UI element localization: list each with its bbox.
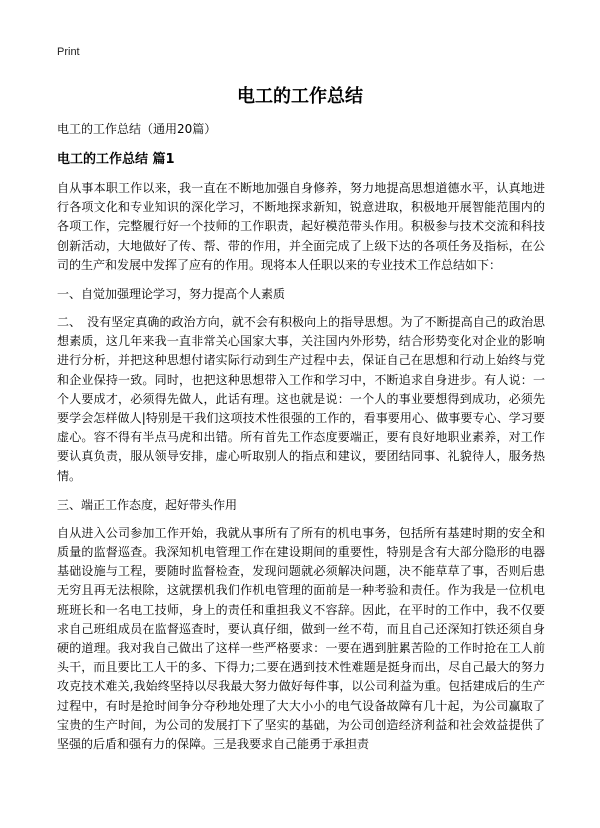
print-label: Print	[57, 46, 80, 58]
document-subtitle: 电工的工作总结（通用20篇）	[57, 122, 217, 136]
paragraph-work-experience: 自从进入公司参加工作开始，我就从事所有了所有的机电事务，包括所有基建时期的安全和质量的监督巡查。我深知机电管理工作在建设期间的重要性，特别是含有大部分隐形的电器基础设施与工程，要随时监督检查，发现问题就必须解决问题，决不能草草了事，否则后患无穷且再无法根除，这就摆机我们作机电管理的面前是一种考验和责任。作为我是一位机电班班长和一名电工技师，身上的责任和重担我义不容辞。因此，在平时的工作中，我不仅要求自己班组成员在监督巡查时，要认真仔细，做到一丝不苟，而且自己还深知打铁还须自身硬的道理。我对我自己做出了这样一些严格要求：一要在遇到脏累苦险的工作时抢在工人前头干，而且要比工人干的多、下得力;二要在遇到技术性难题是挺身而出，尽自己最大的努力攻克技术难关,我始终坚持以尽我最大努力做好每件事，以公司利益为重。包括建成后的生产过程中，有时是抢时间争分夺秒地处理了大大小小的电气设备故障有几十起，为公司赢取了宝贵的生产时间，为公司的发展打下了坚实的基础，为公司创造经济利益和社会效益提供了坚强的后盾和强有力的保障。三是我要求自己能勇于承担责	[57, 525, 545, 752]
paragraph-intro: 自从事本职工作以来，我一直在不断地加强自身修养，努力地提高思想道德水平，认真地进行各项文化和专业知识的深化学习，不断地探求新知，锐意进取，积极地开展智能范围内的各项工作，完整履行好一个技师的工作职责，起好模范带头作用。积极参与技术交流和科技创新活动，大地做好了传、帮、带的作用，并全面完成了上级下达的各项任务及指标，在公司的生产和发展中发挥了应有的作用。现将本人任职以来的专业技术工作总结如下：	[57, 181, 545, 272]
document-title: 电工的工作总结	[237, 86, 363, 107]
heading-work-attitude: 三、端正工作态度，起好带头作用	[57, 497, 238, 512]
heading-theory-study: 一、自觉加强理论学习，努力提高个人素质	[57, 287, 286, 302]
document-body	[57, 121, 545, 764]
paragraph-political-direction: 二、 没有坚定真确的政治方向，就不会有积极向上的指导思想。为了不断提高自己的政治思想素质，这几年来我一直非常关心国家大事，关注国内外形势，结合形势变化对企业的影响进行分析，并把这种思想付诸实际行动到生产过程中去，保证自己在思想和行动上始终与党和企业保持一致。同时，也把这种思想带入工作和学习中，不断追求自身进步。有人说：一个人要成才，必须得先做人，此话有理。这也就是说：一个人的事业要想得到成功，必须先要学会怎样做人|特别是干我们这项技术性很强的工作的，看事要用心、做事要专心、学习要虚心。容不得有半点马虎和出错。所有首先工作态度要端正，要有良好地职业素养，对工作要认真负责，服从领导安排，虚心听取别人的指点和建议，要团结同事、礼貌待人，服务热情。	[57, 315, 545, 483]
section-title: 电工的工作总结 篇1	[57, 152, 175, 167]
